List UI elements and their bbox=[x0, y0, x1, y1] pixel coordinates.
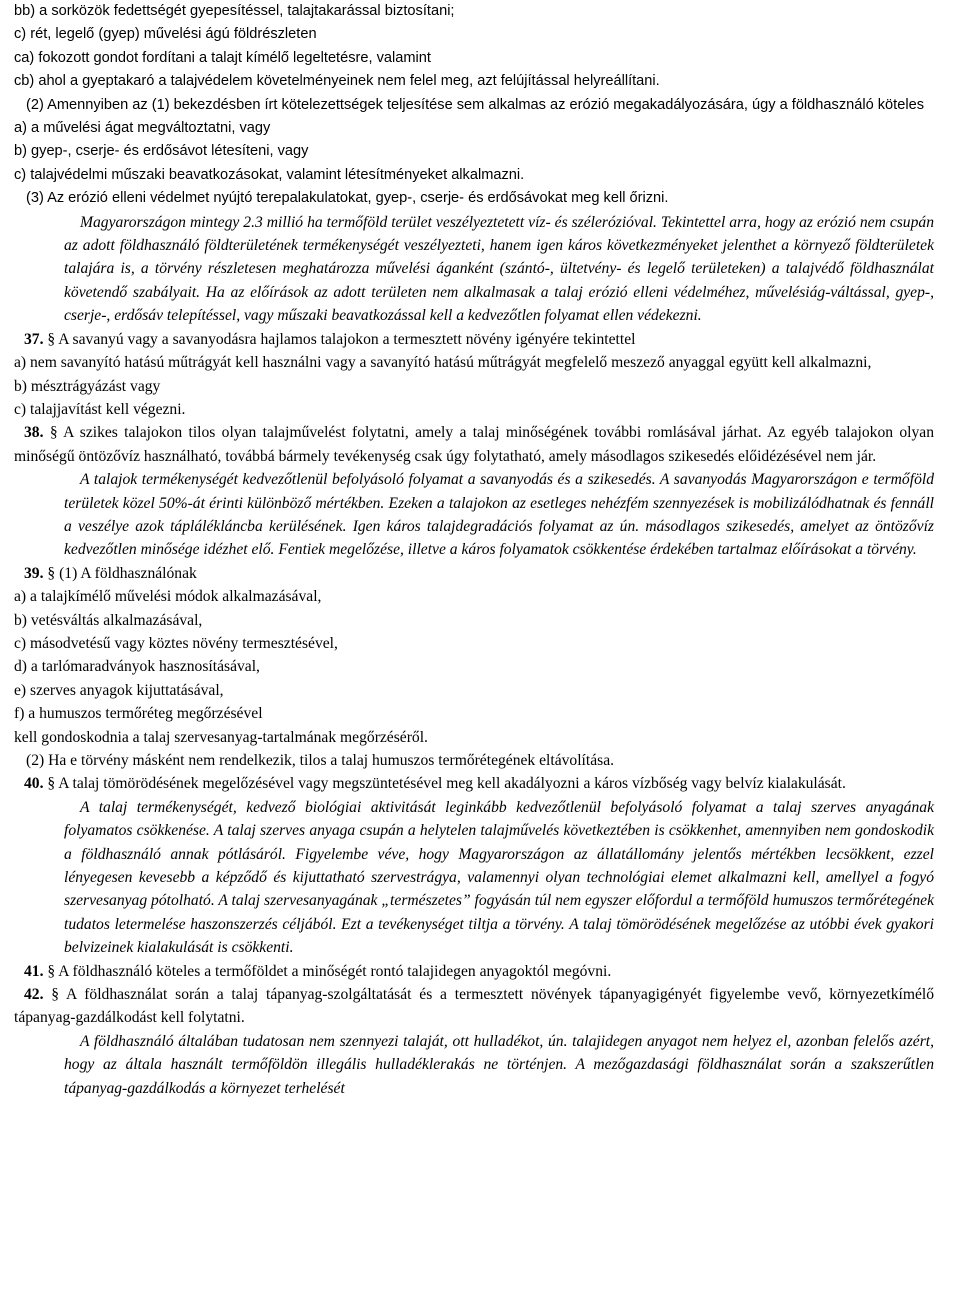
list-item-2b: b) gyep-, cserje- és erdősávot létesíteni, vagy bbox=[14, 143, 309, 160]
section-sign: § bbox=[47, 962, 56, 980]
list-item-39d: d) a tarlómaradványok hasznosításával, bbox=[14, 658, 260, 676]
section-sign: § bbox=[47, 564, 56, 582]
section-sign: § bbox=[51, 986, 60, 1004]
list-item-37c: c) talajjavítást kell végezni. bbox=[14, 400, 186, 418]
list-item-2c: c) talajvédelmi műszaki beavatkozásokat, valamint létesítményeket alkalmazni. bbox=[14, 166, 525, 183]
section-38 bbox=[14, 421, 934, 468]
section-number: 37. bbox=[24, 330, 44, 348]
list-item-39e: e) szerves anyagok kijuttatásával, bbox=[14, 681, 224, 699]
section-42 bbox=[14, 983, 934, 1030]
list-item-2a: a) a művelési ágat megváltoztatni, vagy bbox=[14, 120, 271, 137]
list-item-cb: cb) ahol a gyeptakaró a talajvédelem követelményeinek nem felel meg, azt felújítással helyreállítani. bbox=[14, 73, 660, 90]
list-item-39b: b) vetésváltás alkalmazásával, bbox=[14, 611, 203, 629]
section-sign: § bbox=[47, 775, 56, 793]
section-text: A földhasználat során a talaj tápanyag-szolgáltatását és a termesztett növények tápanyagigényét figyelembe vevő, környezetkímélő tápanyag-gazdálkodást kell folytatni. bbox=[14, 986, 935, 1027]
section-sign: § bbox=[49, 424, 58, 442]
section-text: A szikes talajokon tilos olyan talajművelést folytatni, amely a talaj minőségének további romlásával járhat. Az egyéb talajokon olyan minőségű öntözővíz használható, továbbá bármely tevékenység csak úgy folytatható, amely másodlagos szikesedés előidézésével nem jár. bbox=[14, 424, 935, 465]
list-item-37b: b) mésztrágyázást vagy bbox=[14, 377, 161, 395]
section-37 bbox=[14, 328, 934, 351]
paragraph-2: (2) Amennyiben az (1) bekezdésben írt kötelezettségek teljesítése sem alkalmas az erózió megakadályozására, úgy a földhasználó köteles bbox=[26, 96, 924, 113]
section-text: A talaj tömörödésének megelőzésével vagy megszüntetésével meg kell akadályozni a káros vízbőség vagy belvíz kialakulását. bbox=[58, 775, 846, 793]
section-39-tail: kell gondoskodnia a talaj szervesanyag-tartalmának megőrzéséről. bbox=[14, 728, 428, 746]
section-41 bbox=[14, 960, 934, 983]
section-text: (1) A földhasználónak bbox=[59, 564, 197, 582]
commentary-organic-matter: A talaj termékenységét, kedvező biológiai aktivitását leginkább kedvezőtlenül befolyásoló folyamat a talaj szerves anyagának folyamatos csökkenése. A talaj szerves anyaga csupán a helytelen talajművelés következtében is csökkenhet, amennyiben nem gondoskodik a földhasználó annak pótlásáról. Figyelembe véve, hogy Magyarországon az állatállomány jelentős mértékben lecsökkent, ezzel lényegesen kevesebb a képződő és kijuttatható szervestrágya, valamennyi olyan technológiai elemet alkalmazni kell, amellyel a fogyó szervesanyag pótolható. A talaj szervesanyagának „természetes” fogyásán túl nem egyszer előfordul a termőföld humuszos termőrétegének tudatos letermelése haszonszerzés céljából. Ezt a tevékenységet tiltja a törvény. A talaj tömörödésének megelőzése az utóbbi évek gyakori belvizeinek kialakulását is csökkenti. bbox=[64, 798, 934, 957]
section-39-paragraph-2: (2) Ha e törvény másként nem rendelkezik, tilos a talaj humuszos termőrétegének eltávolítása. bbox=[26, 752, 615, 769]
section-text: A savanyú vagy a savanyodásra hajlamos talajokon a termesztett növény igényére tekintettel bbox=[58, 330, 636, 348]
paragraph-3: (3) Az erózió elleni védelmet nyújtó terepalakulatokat, gyep-, cserje- és erdősávokat meg kell őrizni. bbox=[26, 190, 669, 207]
list-item-39c: c) másodvetésű vagy köztes növény termesztésével, bbox=[14, 634, 338, 652]
commentary-pollution: A földhasználó általában tudatosan nem szennyezi talaját, ott hulladékot, ún. talajidegen anyagot nem helyez el, azonban felelős azért, hogy az általa használt termőföldön illegális hulladéklerakás ne történjen. A mezőgazdasági földhasználat során a szakszerűtlen tápanyag-gazdálkodás a környezet terhelését bbox=[64, 1032, 934, 1097]
list-item-c: c) rét, legelő (gyep) művelési ágú földrészleten bbox=[14, 26, 317, 43]
commentary-erosion: Magyarországon mintegy 2.3 millió ha termőföld terület veszélyeztetett víz- és szélerózióval. Tekintettel arra, hogy az erózió nem csupán az adott földhasználó földterületének termékenységét veszélyezteti, hanem igen káros következményeket jelenthet a környező földterületek talajára is, a törvény részletesen meghatározza művelési áganként (szántó-, ültetvény- és legelő területeken) a talajvédő földhasználat követendő szabályait. Ha az előírások az adott területen nem alkalmasak a talaj erózió elleni védelméhez, művelésiág-váltással, gyep-, cserje-, erdősáv telepítéssel, vagy műszaki beavatkozással kell a kedvezőtlen folyamat ellen védekezni. bbox=[64, 213, 934, 325]
list-item-39a: a) a talajkímélő művelési módok alkalmazásával, bbox=[14, 588, 322, 606]
list-item-bb: bb) a sorközök fedettségét gyepesítéssel, talajtakarással biztosítani; bbox=[14, 3, 455, 19]
section-40 bbox=[14, 772, 934, 795]
section-number: 40. bbox=[24, 775, 44, 793]
section-text: A földhasználó köteles a termőföldet a minőségét rontó talajidegen anyagoktól megóvni. bbox=[58, 962, 612, 980]
section-number: 41. bbox=[24, 962, 44, 980]
section-sign: § bbox=[47, 330, 56, 348]
section-number: 38. bbox=[24, 424, 44, 442]
list-item-37a: a) nem savanyító hatású műtrágyát kell használni vagy a savanyító hatású műtrágyát megfelelő meszező anyaggal együtt kell alkalmazni, bbox=[14, 354, 872, 372]
list-item-39f: f) a humuszos termőréteg megőrzésével bbox=[14, 705, 263, 723]
commentary-acidification: A talajok termékenységét kedvezőtlenül befolyásoló folyamat a savanyodás és a szikesedés. A savanyodás Magyarországon e termőföld területek közel 50%-át érinti különböző mértékben. Ezeken a talajokon az esetleges nehézfém szennyezések is mobilizálódhatnak és fennáll a veszélye azok táplálékláncba kerülésének. Igen káros talajdegradációs folyamat az ún. másodlagos szikesedés, amelyet az öntözővíz kedvezőtlen minősége idézhet elő. Fentiek megelőzése, illetve a káros folyamatok csökkentése érdekében tartalmaz előírásokat a törvény. bbox=[64, 471, 934, 559]
list-item-ca: ca) fokozott gondot fordítani a talajt kímélő legeltetésre, valamint bbox=[14, 49, 431, 66]
section-number: 39. bbox=[24, 564, 44, 582]
section-39 bbox=[14, 562, 934, 585]
section-number: 42. bbox=[24, 986, 44, 1004]
